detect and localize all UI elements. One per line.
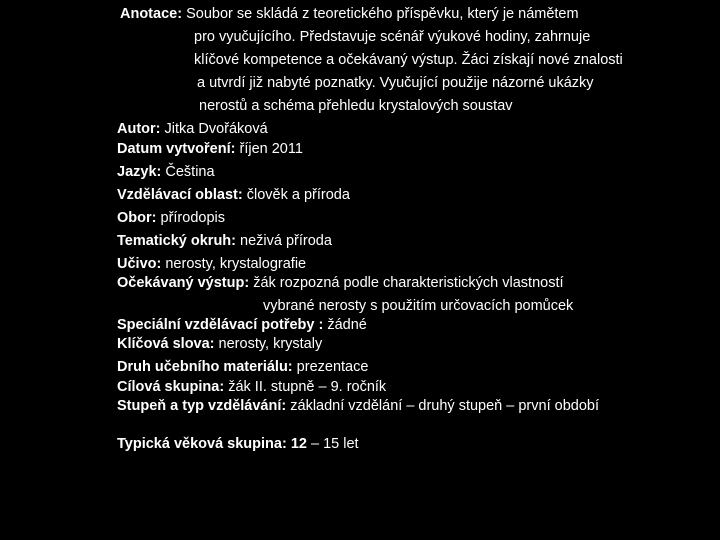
author-line [117, 120, 268, 138]
material-type-value: prezentace [296, 359, 369, 375]
language-value: Čeština [165, 164, 215, 180]
education-level-label: Stupeň a typ vzdělávání: [117, 398, 287, 414]
annotation-continuation: nerostů a schéma přehledu krystalových soustav [199, 98, 513, 114]
curriculum-line [117, 255, 306, 273]
language-line [117, 163, 215, 181]
target-group-value: žák II. stupně – 9. ročník [228, 379, 387, 395]
curriculum-label: Učivo: [117, 256, 162, 272]
education-level-line [117, 397, 599, 415]
annotation-label: Anotace: [120, 6, 183, 22]
outcome-line [117, 274, 564, 292]
special-needs-line [117, 316, 367, 334]
material-type-label: Druh učebního materiálu: [117, 359, 293, 375]
date-value: říjen 2011 [239, 141, 303, 157]
date-label: Datum vytvoření: [117, 141, 236, 157]
date-line [117, 140, 303, 158]
annotation-value: Soubor se skládá z teoretického příspěvku, který je námětem [186, 6, 579, 22]
outcome-continuation: vybrané nerosty s použitím určovacích pomůcek [263, 298, 574, 314]
keywords-line [117, 335, 322, 353]
topic-line [117, 232, 332, 250]
topic-label: Tematický okruh: [117, 233, 236, 249]
special-needs-value: žádné [327, 317, 367, 333]
keywords-value: nerosty, krystaly [218, 336, 323, 352]
annotation-continuation: klíčové kompetence a očekávaný výstup. Žáci získají nové znalosti [194, 52, 623, 68]
age-group-number: 12 [290, 436, 307, 452]
outcome-label: Očekávaný výstup: [117, 275, 250, 291]
author-value: Jitka Dvořáková [164, 121, 268, 137]
author-label: Autor: [117, 121, 161, 137]
curriculum-value: nerosty, krystalografie [165, 256, 307, 272]
age-group-label: Typická věková skupina: [117, 436, 287, 452]
annotation-continuation: pro vyučujícího. Představuje scénář výukové hodiny, zahrnuje [194, 29, 591, 45]
age-group-value: – 15 let [310, 436, 359, 452]
target-group-label: Cílová skupina: [117, 379, 225, 395]
outcome-value: žák rozpozná podle charakteristických vlastností [253, 275, 564, 291]
special-needs-label: Speciální vzdělávací potřeby : [117, 317, 324, 333]
subject-value: přírodopis [160, 210, 225, 226]
annotation-line [120, 5, 579, 23]
age-group-line [117, 435, 359, 453]
area-value: člověk a příroda [246, 187, 350, 203]
topic-value: neživá příroda [240, 233, 332, 249]
keywords-label: Klíčová slova: [117, 336, 215, 352]
language-label: Jazyk: [117, 164, 162, 180]
subject-line [117, 209, 225, 227]
annotation-continuation: a utvrdí již nabyté poznatky. Vyučující použije názorné ukázky [197, 75, 594, 91]
target-group-line [117, 378, 386, 396]
education-level-value: základní vzdělání – druhý stupeň – první období [290, 398, 599, 414]
subject-label: Obor: [117, 210, 157, 226]
area-line [117, 186, 350, 204]
material-type-line [117, 358, 368, 376]
area-label: Vzdělávací oblast: [117, 187, 243, 203]
